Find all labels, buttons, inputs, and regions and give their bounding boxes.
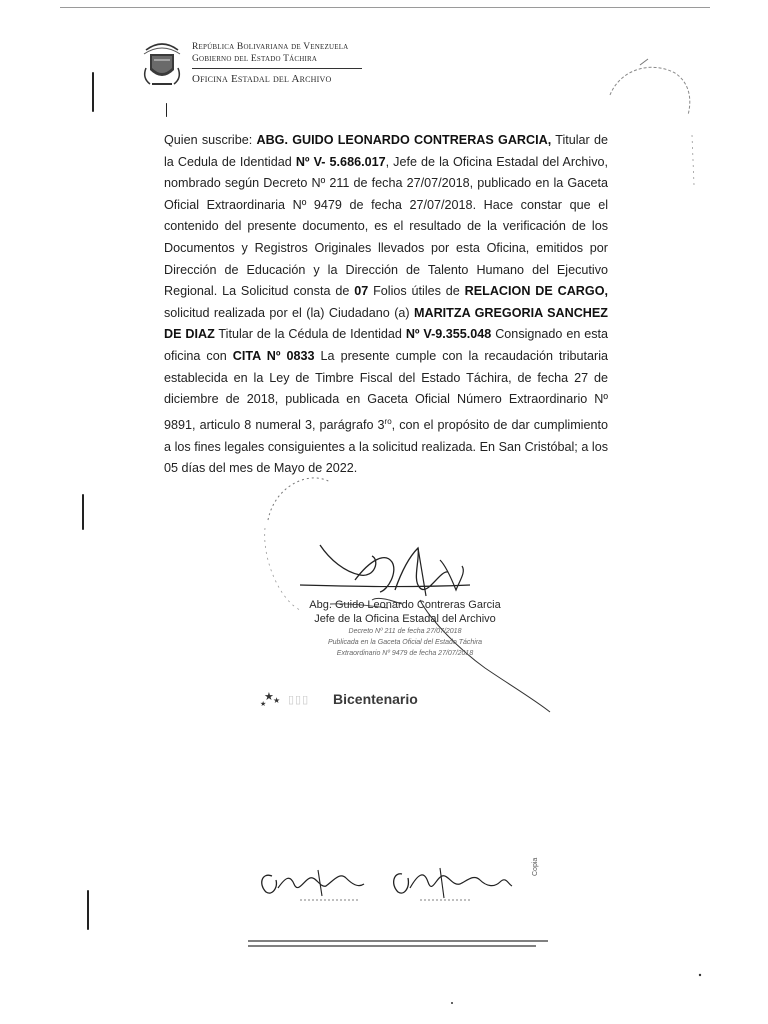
bicentenario-label: Bicentenario	[333, 691, 418, 707]
gazette-note: Publicada en la Gaceta Oficial del Estado Táchira	[327, 639, 483, 646]
appointment-number: CITA Nº 0833	[232, 348, 315, 363]
star-icon: ★	[273, 696, 281, 705]
signer-name: ABG. GUIDO LEONARDO CONTRERAS GARCIA,	[256, 133, 552, 147]
bicentenario-logo	[260, 690, 440, 714]
header-divider	[192, 68, 362, 69]
body-text: La presente cumple con la recaudación tributaria establecida en la Ley de Timbre Fiscal del Estado Táchira, de fecha 27 de diciembre de 2018, publicada en Gaceta Oficial Número Extraordinario Nº 9891, articulo 8 numeral 3, parágrafo 3	[164, 348, 609, 432]
header-office: Oficina Estadal del Archivo	[192, 73, 332, 85]
header-government: Gobierno del Estado Táchira	[192, 54, 318, 64]
body-text: , con el propósito de dar cumplimiento a los fines legales consiguientes a la solicitud realizada. En San Cristóbal; a los 05 días del mes de Mayo de 2022.	[164, 417, 608, 476]
faded-logo-text: ▯▯▯	[288, 694, 310, 706]
fine-print-line	[248, 940, 548, 942]
body-text: Consignado en esta oficina con	[164, 327, 609, 363]
fine-print-line	[248, 945, 536, 947]
body-text: Quien suscribe:	[164, 133, 257, 147]
body-text: Titular de la Cédula de Identidad	[214, 327, 406, 342]
stamp-mark	[600, 55, 700, 195]
scan-mark	[82, 494, 84, 530]
document-type: RELACION DE CARGO,	[464, 284, 608, 299]
coat-of-arms-icon	[140, 38, 184, 88]
margin-note: Copia	[532, 857, 539, 876]
body-text: , Jefe de la Oficina Estadal del Archivo, nombrado según Decreto Nº 211 de fecha 27/07/2018, publicado en la Gaceta Oficial Extraordinaria Nº 9479 de fecha 27/07/2018. Hace constar que el contenido del presente documento, es el resultado de la verificación de los Documentos y Registros Originales llevados por esta Oficina, emitidos por Dirección de Educación y la Dirección de Talento Humano del Ejecutivo Regional. La Solicitud consta de	[164, 154, 608, 299]
decree-note: Decreto Nº 211 de fecha 27/07/2018	[348, 628, 462, 635]
extraordinary-note: Extraordinario Nº 9479 de fecha 27/07/2018	[336, 650, 474, 657]
star-icon: ★	[260, 701, 267, 708]
signatory-title: Jefe de la Oficina Estadal del Archivo	[314, 613, 496, 625]
body-text: Titular de la Cedula de Identidad	[164, 133, 608, 169]
certification-paragraph	[164, 130, 608, 480]
scan-mark	[92, 72, 94, 112]
header-country: República Bolivariana de Venezuela	[192, 42, 349, 52]
letterhead	[140, 38, 400, 94]
body-text: Folios útiles de	[368, 284, 465, 299]
footer-fine-print	[248, 940, 548, 950]
applicant-name: MARITZA GREGORIA SANCHEZ DE DIAZ	[164, 305, 608, 342]
star-icon: ★	[264, 691, 274, 703]
scan-top-edge	[60, 7, 710, 8]
signature-block	[270, 598, 540, 659]
paragraph-ordinal: ro	[384, 416, 392, 426]
scan-mark	[87, 890, 89, 930]
scan-mark	[166, 103, 167, 117]
signer-id-number: Nº V- 5.686.017	[295, 154, 386, 169]
applicant-id-number: Nº V-9.355.048	[405, 327, 492, 342]
body-text: solicitud realizada por el (la) Ciudadano (a)	[164, 305, 414, 320]
folio-count: 07	[354, 284, 369, 299]
signatory-name: Abg. Guido Leonardo Contreras Garcia	[309, 599, 501, 611]
